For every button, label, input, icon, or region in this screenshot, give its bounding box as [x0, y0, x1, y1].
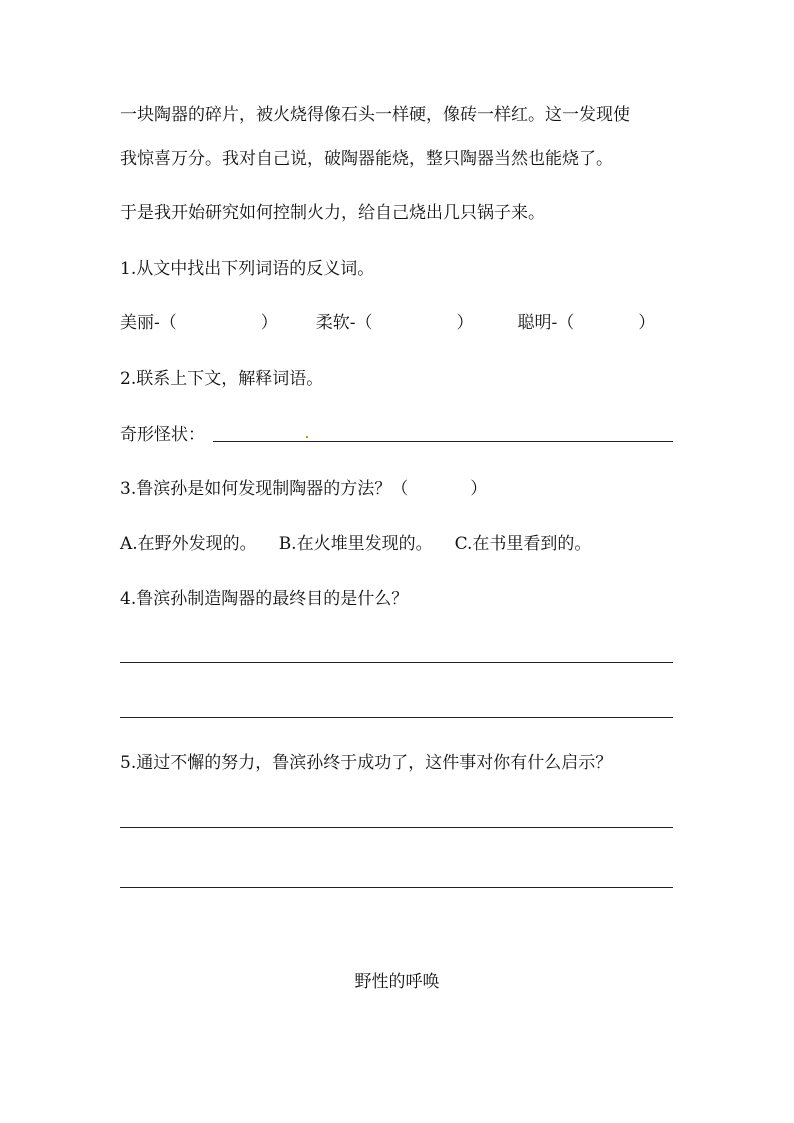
passage-line-1: 一块陶器的碎片，被火烧得像石头一样硬，像砖一样红。这一发现使	[120, 105, 630, 125]
antonym-item-smart	[518, 313, 656, 333]
option-a: A.在野外发现的。	[120, 534, 257, 554]
antonym-item-beautiful	[120, 313, 278, 333]
stray-mark	[306, 436, 308, 438]
question-3-close: ）	[470, 479, 488, 499]
question-3-prompt	[120, 479, 487, 499]
next-section-title: 野性的呼唤	[354, 972, 440, 992]
antonym-close: ）	[260, 313, 278, 333]
passage-line-3: 于是我开始研究如何控制火力，给自己烧出几只锅子来。	[120, 203, 545, 223]
question-2-prompt: 2.联系上下文，解释词语。	[120, 369, 324, 389]
passage-line-2: 我惊喜万分。我对自己说，破陶器能烧，整只陶器当然也能烧了。	[120, 149, 613, 169]
antonym-close: ）	[456, 313, 474, 333]
question-5-answer-line-1[interactable]	[120, 827, 673, 828]
antonym-word: 美丽-（	[120, 313, 177, 333]
question-5-prompt: 5.通过不懈的努力，鲁滨孙终于成功了，这件事对你有什么启示？	[120, 753, 613, 773]
antonym-word: 柔软-（	[315, 313, 373, 333]
question-2-answer-line[interactable]	[213, 441, 673, 442]
question-1-items	[120, 313, 655, 333]
option-b: B.在火堆里发现的。	[278, 534, 433, 554]
antonym-item-soft	[316, 313, 474, 333]
option-c: C.在书里看到的。	[454, 534, 592, 554]
question-3-text: 3.鲁滨孙是如何发现制陶器的方法？（	[120, 479, 409, 499]
question-4-answer-line-1[interactable]	[120, 662, 673, 663]
question-4-answer-line-2[interactable]	[120, 717, 673, 718]
question-4-prompt: 4.鲁滨孙制造陶器的最终目的是什么？	[120, 589, 409, 609]
question-3-options	[120, 534, 591, 554]
question-2-term-label: 奇形怪状：	[120, 425, 205, 445]
antonym-word: 聪明-（	[517, 313, 575, 333]
question-1-prompt: 1.从文中找出下列词语的反义词。	[120, 259, 375, 279]
antonym-close: ）	[638, 313, 656, 333]
question-5-answer-line-2[interactable]	[120, 887, 673, 888]
